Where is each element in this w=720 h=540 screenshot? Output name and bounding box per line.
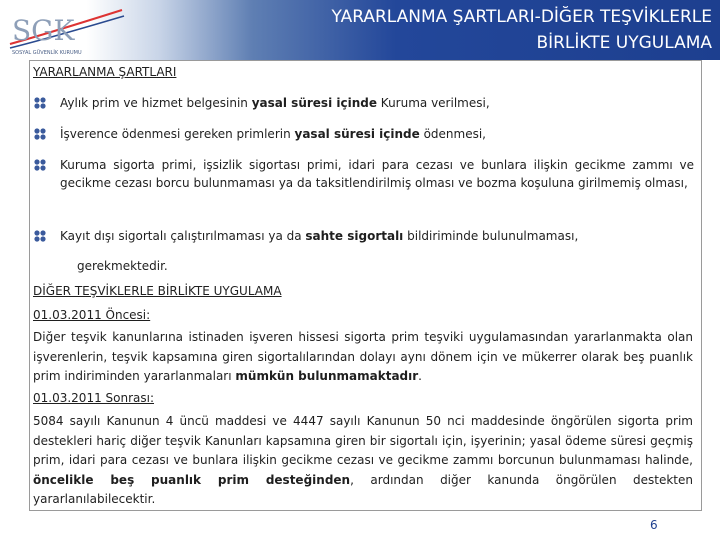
diamond-bullet-icon [33,127,47,141]
before-date-heading: 01.03.2011 Öncesi: [33,308,151,322]
closing-text: gerekmektedir. [77,259,168,273]
logo-text: SGK [12,14,75,47]
sgk-logo [6,4,126,58]
section2-heading: DİĞER TEŞVİKLERLE BİRLİKTE UYGULAMA [33,284,282,298]
list-item: Kuruma sigorta primi, işsizlik sigortası primi, idari para cezası ve bunlara ilişkin gecikme zammı ve gecikme cezası borcu bulunmaması ya da taksitlendirilmiş olması ve bozma koşuluna girilmemiş olması, [60,158,694,190]
diamond-bullet-icon [33,96,47,110]
after-paragraph: 5084 sayılı Kanunun 4 üncü maddesi ve 4447 sayılı Kanunun 50 nci maddesinde öngörülen sigorta prim destekleri hariç diğer teşvik Kanunları kapsamına giren bir sigortalı için, işyerinin; yasal ödeme süresi geçmiş prim, idari para cezası ve bunlara ilişkin gecikme cezası ve gecikme zammı borcunun bulunmaması halinde, öncelikle beş puanlık prim desteğinden, ardından diğer kanunda öngörülen destekten yararlanılabilecektir. [33,414,694,506]
list-item: Kayıt dışı sigortalı çalıştırılmaması ya da sahte sigortalı bildiriminde bulunulmaması, [60,229,579,243]
logo-subtext: SOSYAL GÜVENLİK KURUMU [12,50,82,56]
title-line-2: BİRLİKTE UYGULAMA [536,33,712,53]
list-item: Aylık prim ve hizmet belgesinin yasal süresi içinde Kuruma verilmesi, [60,96,490,110]
diamond-bullet-icon [33,229,47,243]
list-item: İşverence ödenmesi gereken primlerin yasal süresi içinde ödenmesi, [60,127,486,141]
before-paragraph: Diğer teşvik kanunlarına istinaden işveren hissesi sigorta prim teşviki uygulamasından yararlanmakta olan işverenlerin, teşvik kapsamına giren sigortalılarından dolayı aynı dönem için ve mükerrer olarak beş puanlık prim indiriminden yararlanmaları mümkün bulunmamaktadır. [33,330,693,383]
page-number: 6 [650,518,658,532]
after-date-heading: 01.03.2011 Sonrası: [33,391,155,405]
section1-heading: YARARLANMA ŞARTLARI [33,65,177,79]
diamond-bullet-icon [33,158,47,172]
header-banner [0,0,720,60]
title-line-1: YARARLANMA ŞARTLARI-DİĞER TEŞVİKLERLE [331,7,712,27]
page-title [192,4,712,56]
